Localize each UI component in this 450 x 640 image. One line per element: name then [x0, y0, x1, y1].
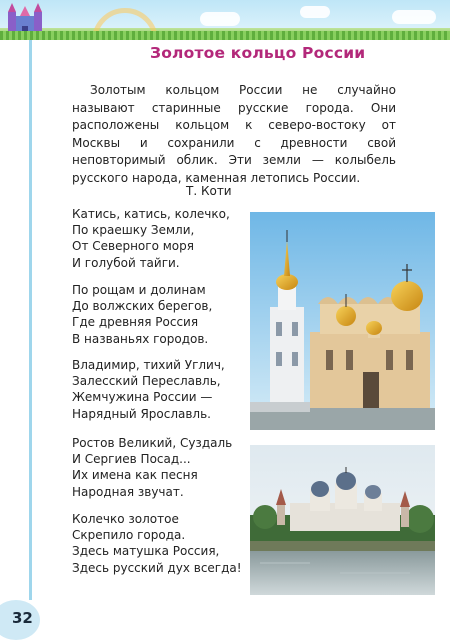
- poem-stanza: [72, 206, 252, 271]
- poem-line: Жемчужина России —: [72, 390, 213, 405]
- cloud-decoration: [200, 12, 240, 26]
- poem-line: Нарядный Ярославль.: [72, 406, 211, 421]
- poem-line: Народная звучат.: [72, 484, 184, 499]
- poem-author: Т. Коти: [186, 184, 232, 198]
- cathedral-photo: [250, 212, 435, 430]
- poem-line: До волжских берегов,: [72, 299, 213, 314]
- grass-strip: [0, 31, 450, 40]
- poem-line: Владимир, тихий Углич,: [72, 358, 225, 372]
- poem-line: Катись, катись, колечко,: [72, 207, 230, 221]
- cloud-decoration: [300, 6, 330, 18]
- poem-line: В названьях городов.: [72, 331, 209, 346]
- page-number: 32: [0, 600, 40, 640]
- header-banner: [0, 0, 450, 40]
- cloud-decoration: [392, 10, 436, 24]
- poem-line: Здесь русский дух всегда!: [72, 560, 242, 575]
- poem-stanza: [72, 435, 252, 500]
- intro-paragraph: Золотым кольцом России не случайно называют старинные русские города. Они расположены кольцом к северо-востоку от Москвы и сохранили с древности свой неповторимый облик. Эти земли — колыбель русского народа, каменная летопись России.: [72, 83, 396, 185]
- poem-line: Скрепило города.: [72, 528, 186, 543]
- poem-stanza: [72, 511, 252, 576]
- poem-stanza: [72, 282, 252, 347]
- side-rule: [29, 40, 32, 600]
- poem-line: И Сергиев Посад...: [72, 452, 191, 467]
- poem-line: Ростов Великий, Суздаль: [72, 436, 233, 450]
- poem-line: От Северного моря: [72, 239, 194, 254]
- poem-line: И голубой тайги.: [72, 255, 180, 270]
- poem-line: Их имена как песня: [72, 468, 198, 483]
- kremlin-lake-photo: [250, 445, 435, 595]
- poem-line: Где древняя Россия: [72, 315, 199, 330]
- poem-line: По краешку Земли,: [72, 223, 195, 238]
- poem-line: Залесский Переславль,: [72, 374, 221, 389]
- poem-line: Колечко золотое: [72, 512, 179, 526]
- poem-line: Здесь матушка Россия,: [72, 544, 220, 559]
- poem-line: По рощам и долинам: [72, 283, 206, 297]
- page-title: Золотое кольцо России: [150, 44, 366, 62]
- poem-stanza: [72, 357, 252, 422]
